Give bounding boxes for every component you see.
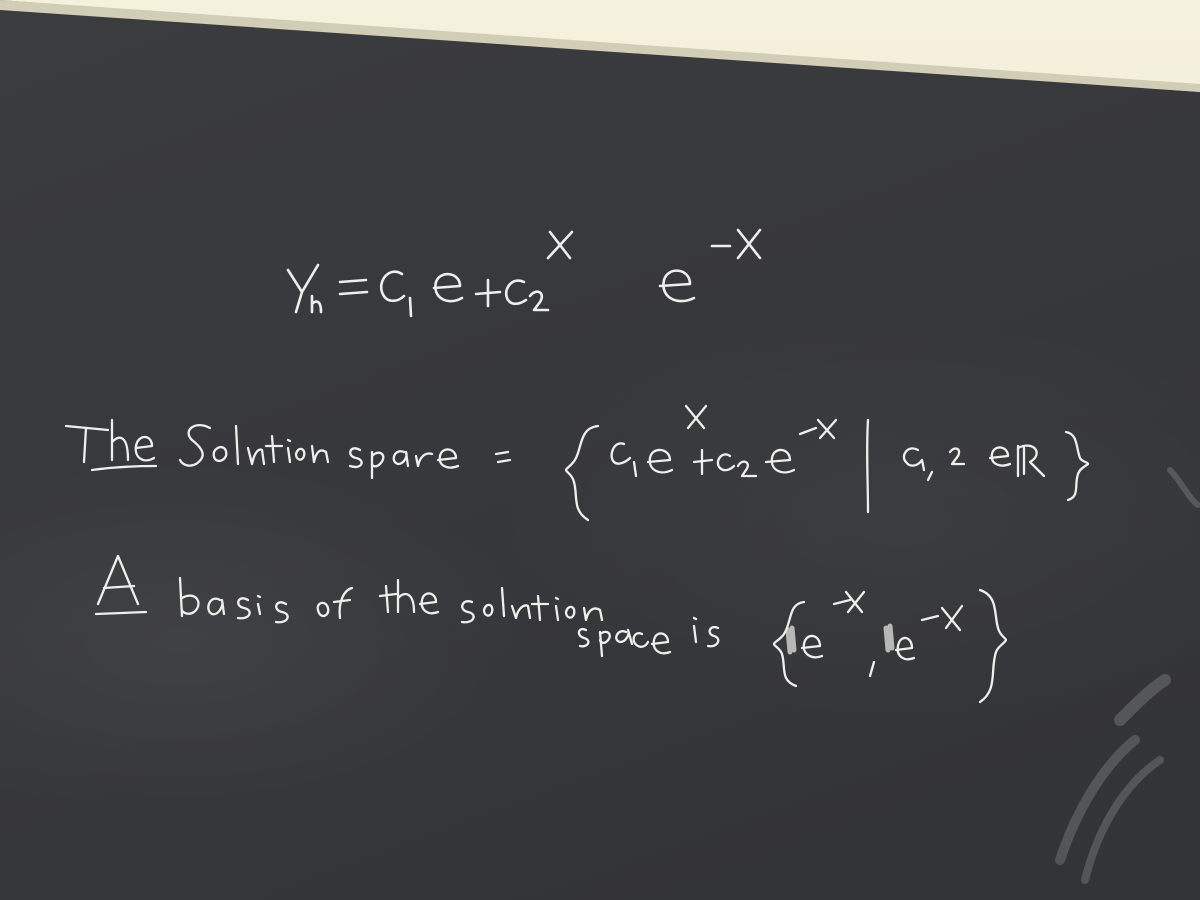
eraser-smudge xyxy=(1060,470,1198,880)
equation-line-1 xyxy=(288,230,760,316)
equation-line-3 xyxy=(96,556,1006,702)
equation-line-2 xyxy=(66,406,1088,520)
